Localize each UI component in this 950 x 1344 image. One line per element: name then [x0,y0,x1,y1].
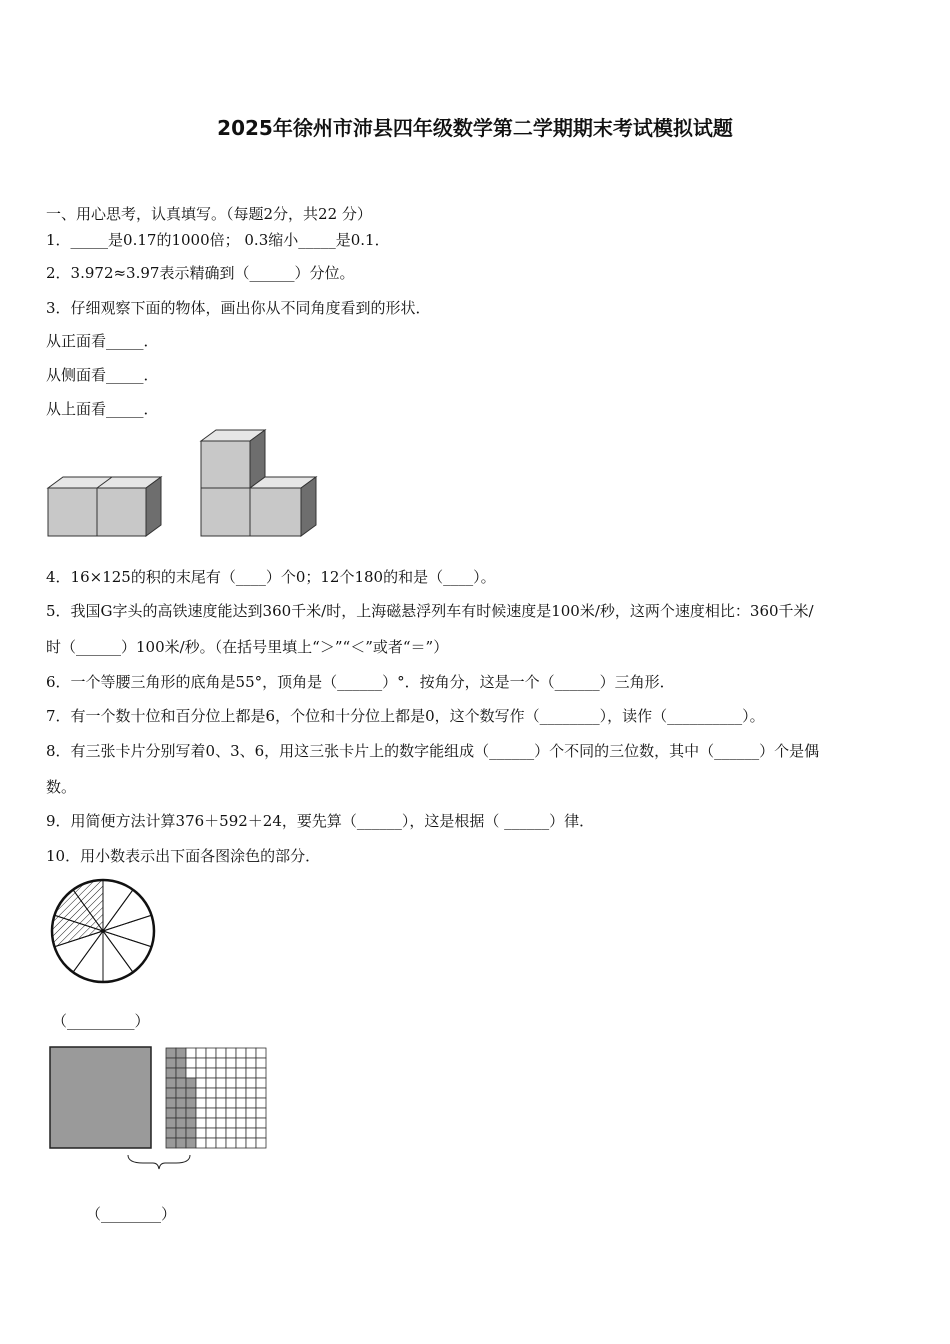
cube-lower-2 [250,488,301,536]
grid-cell [236,1118,246,1128]
cube-left-side [146,477,161,536]
grid-cell [246,1098,256,1108]
grid-cell [216,1108,226,1118]
grid-cell [246,1118,256,1128]
shaded-square [50,1047,151,1148]
grid-cell [166,1128,176,1138]
question-5-line-2: 时（______）100米/秒。（在括号里填上“＞”“＜”或者“＝”） [46,638,449,656]
grid-cell [226,1088,236,1098]
grid-cell [216,1058,226,1068]
grid-cell [246,1128,256,1138]
grid-cell [246,1138,256,1148]
grid-cell [216,1088,226,1098]
grid-cell [216,1068,226,1078]
grid-cell [186,1078,196,1088]
cube-left-2 [97,488,146,536]
grid-cell [226,1098,236,1108]
grid-cell [256,1118,266,1128]
grid-cell [166,1108,176,1118]
question-4: 4．16×125的积的末尾有（____）个0；12个180的和是（____）。 [46,568,496,586]
grid-cell [176,1128,186,1138]
grid-cell [226,1048,236,1058]
hundredths-grid [166,1048,266,1148]
grid-cell [256,1138,266,1148]
grid-cell [236,1078,246,1088]
cube-left-group [48,477,161,536]
grid-cell [166,1078,176,1088]
grid-cell [226,1068,236,1078]
brace [128,1155,190,1169]
question-3-side: 从侧面看_____． [46,366,159,384]
question-3-top: 从上面看_____． [46,400,159,418]
grid-cell [176,1108,186,1118]
grid-cell [186,1048,196,1058]
grid-cell [206,1078,216,1088]
grid-cell [196,1058,206,1068]
grid-cell [176,1048,186,1058]
grid-cell [246,1088,256,1098]
grid-cell [176,1068,186,1078]
grid-cell [206,1058,216,1068]
grid-cell [256,1088,266,1098]
grid-cell [236,1088,246,1098]
grid-cell [236,1058,246,1068]
grid-cell [196,1128,206,1138]
grid-cell [186,1128,196,1138]
question-8-line-1: 8．有三张卡片分别写着0、3、6，用这三张卡片上的数字能组成（______）个不同的三位数，其中（______）个是偶 [46,742,820,760]
grid-cell [166,1048,176,1058]
grid-cell [206,1118,216,1128]
grid-cell [196,1118,206,1128]
grid-cell [256,1098,266,1108]
question-9: 9．用简便方法计算376＋592＋24，要先算（______），这是根据（ ______）律． [46,812,595,830]
grid-cell [206,1068,216,1078]
grid-cell [216,1048,226,1058]
question-7: 7．有一个数十位和百分位上都是6，个位和十分位上都是0，这个数写作（________），读作（__________）。 [46,707,765,725]
cube-lower-side [301,477,316,536]
cube-right-group [201,430,316,536]
grid-cell [236,1108,246,1118]
grid-cell [246,1108,256,1118]
grid-cell [166,1118,176,1128]
grid-cell [196,1088,206,1098]
grid-cell [206,1108,216,1118]
grid-cell [166,1058,176,1068]
question-1: 1．_____是0.17的1000倍； 0.3缩小_____是0.1． [46,231,390,249]
grid-cell [226,1058,236,1068]
grid-cell [176,1058,186,1068]
grid-cell [226,1078,236,1088]
question-3: 3．仔细观察下面的物体，画出你从不同角度看到的形状． [46,299,431,317]
question-5-line-1: 5．我国G字头的高铁速度能达到360千米/时，上海磁悬浮列车有时候速度是100米/秒，这两个速度相比：360千米/ [46,602,814,620]
grid-cell [226,1108,236,1118]
grid-cell [216,1118,226,1128]
grid-cell [196,1138,206,1148]
grid-cell [256,1048,266,1058]
grid-cell [186,1068,196,1078]
grid-cell [236,1098,246,1108]
grid-cell [166,1068,176,1078]
grid-cell [196,1048,206,1058]
blank-circle-answer: （_________） [52,1012,150,1030]
question-6: 6．一个等腰三角形的底角是55°，顶角是（______）°．按角分，这是一个（______）三角形． [46,673,675,691]
grid-cell [186,1058,196,1068]
grid-cell [256,1108,266,1118]
grid-cell [186,1108,196,1118]
grid-cell [246,1058,256,1068]
circle-figure [48,877,158,987]
grid-cell [226,1118,236,1128]
grid-cell [206,1088,216,1098]
blank-square-answer: （________） [86,1205,177,1223]
page-title: 2025年徐州市沛县四年级数学第二学期期末考试模拟试题 [217,116,733,140]
grid-cell [216,1138,226,1148]
cube-upper [201,441,250,488]
grid-cell [176,1118,186,1128]
grid-cell [236,1138,246,1148]
grid-cell [196,1068,206,1078]
cube-left-1 [48,488,97,536]
grid-cell [246,1048,256,1058]
grid-cell [256,1128,266,1138]
grid-cell [206,1128,216,1138]
question-3-front: 从正面看_____． [46,332,159,350]
grid-cell [186,1088,196,1098]
grid-cell [236,1048,246,1058]
grid-cell [186,1138,196,1148]
grid-cell [246,1068,256,1078]
grid-cell [206,1048,216,1058]
grid-cell [256,1058,266,1068]
grid-cell [226,1138,236,1148]
grid-cell [176,1078,186,1088]
grid-cell [176,1098,186,1108]
grid-cell [176,1088,186,1098]
cube-lower-1 [201,488,250,536]
grid-cell [216,1078,226,1088]
circle-slice [103,890,152,931]
grid-cell [256,1078,266,1088]
grid-cell [166,1088,176,1098]
grid-cell [246,1078,256,1088]
circle-slice [103,931,152,972]
grid-cell [216,1098,226,1108]
grid-cell [206,1098,216,1108]
grid-cell [176,1138,186,1148]
question-8-line-2: 数。 [46,778,77,796]
grid-cell [216,1128,226,1138]
grid-cell [166,1138,176,1148]
grid-cell [186,1098,196,1108]
section-heading: 一、用心思考，认真填写。（每题2分，共22 分） [46,205,372,223]
grid-cell [236,1068,246,1078]
grid-cell [236,1128,246,1138]
cube-figure [40,425,370,545]
grid-cell [196,1078,206,1088]
square-grid-figure [48,1045,278,1175]
grid-cell [196,1108,206,1118]
grid-cell [186,1118,196,1128]
grid-cell [256,1068,266,1078]
question-10: 10．用小数表示出下面各图涂色的部分． [46,847,321,865]
grid-cell [196,1098,206,1108]
question-2: 2．3.972≈3.97表示精确到（______）分位。 [46,264,355,282]
grid-cell [206,1138,216,1148]
grid-cell [226,1128,236,1138]
grid-cell [166,1098,176,1108]
